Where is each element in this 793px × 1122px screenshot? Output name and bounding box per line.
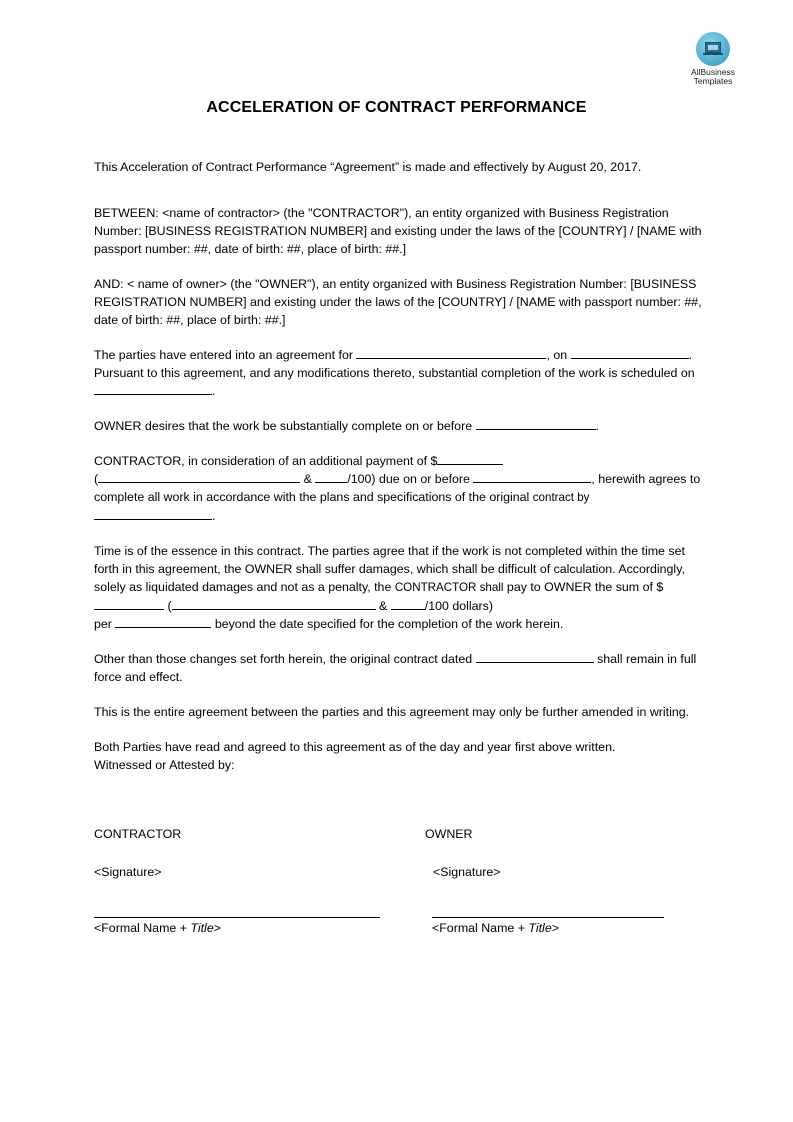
between-paragraph: BETWEEN: <name of contractor> (the "CONTRACTOR"), an entity organized with Business Registration Number: [BUSINESS REGISTRATION NUMBER] and existing under the laws of the [COUNTRY] / [NAME with passport number: ##, date of birth: ##, place of birth: ##.] bbox=[94, 206, 702, 256]
contractor-formal-name: <Formal Name + Title> bbox=[94, 921, 221, 935]
document-title: ACCELERATION OF CONTRACT PERFORMANCE bbox=[206, 99, 587, 116]
time-essence-paragraph: Time is of the essence in this contract. The parties agree that if the work is not completed within the time set forth in this agreement, the OWNER shall suffer damages, which shall be difficult of calculation. Accordingly, solely as liquidated damages and not as a penalty, the CONTRACTOR shall pay to OWNER the sum of $ ( & /100 dollars) per beyond the date specified for the completion of the work herein. bbox=[94, 544, 685, 631]
agreement-subject-blank[interactable] bbox=[356, 347, 546, 359]
owner-deadline-blank[interactable] bbox=[476, 418, 596, 430]
damages-cents-blank[interactable] bbox=[391, 598, 425, 610]
owner-signature-placeholder: <Signature> bbox=[433, 865, 501, 879]
contractor-paragraph: CONTRACTOR, in consideration of an additional payment of $ ( & /100) due on or before , herewith agrees to complete all work in accordance with the plans and specifications of the original contract by . bbox=[94, 454, 701, 523]
payment-cents-blank[interactable] bbox=[315, 471, 347, 483]
original-contract-blank[interactable] bbox=[94, 508, 212, 520]
other-changes-paragraph: Other than those changes set forth herein, the original contract dated shall remain in full force and effect. bbox=[94, 652, 697, 684]
damages-words-blank[interactable] bbox=[172, 598, 376, 610]
damages-amount-blank[interactable] bbox=[94, 598, 164, 610]
contractor-label: CONTRACTOR bbox=[94, 827, 182, 841]
company-logo bbox=[682, 32, 744, 86]
original-contract-date-blank[interactable] bbox=[476, 651, 594, 663]
contractor-signature-line[interactable] bbox=[94, 917, 380, 918]
completion-date-blank[interactable] bbox=[94, 383, 212, 395]
contractor-signature-placeholder: <Signature> bbox=[94, 865, 162, 879]
due-date-blank[interactable] bbox=[473, 471, 591, 483]
payment-amount-blank[interactable] bbox=[437, 453, 503, 465]
owner-signature-line[interactable] bbox=[432, 917, 664, 918]
parties-paragraph: The parties have entered into an agreement for , on . Pursuant to this agreement, and any modifications thereto, substantial completion of the work is scheduled on . bbox=[94, 348, 695, 398]
damages-period-blank[interactable] bbox=[115, 616, 211, 628]
owner-label: OWNER bbox=[425, 827, 473, 841]
document-body bbox=[94, 158, 706, 791]
intro-paragraph: This Acceleration of Contract Performance “Agreement” is made and effectively by August 20, 2017. bbox=[94, 160, 642, 174]
owner-desires-paragraph: OWNER desires that the work be substantially complete on or before . bbox=[94, 419, 599, 433]
payment-words-blank[interactable] bbox=[98, 471, 300, 483]
agreement-date-blank[interactable] bbox=[571, 347, 689, 359]
logo-text: AllBusiness Templates bbox=[691, 67, 735, 86]
agreement-paragraph: Both Parties have read and agreed to this agreement as of the day and year first above written. Witnessed or Attested by: bbox=[94, 740, 616, 772]
entire-agreement-paragraph: This is the entire agreement between the parties and this agreement may only be further amended in writing. bbox=[94, 705, 690, 719]
laptop-icon bbox=[696, 32, 730, 66]
owner-formal-name: <Formal Name + Title> bbox=[432, 921, 559, 935]
and-paragraph: AND: < name of owner> (the "OWNER"), an entity organized with Business Registration Number: [BUSINESS REGISTRATION NUMBER] and existing under the laws of the [COUNTRY] / [NAME with passport number: ##, date of birth: ##, place of birth: ##.] bbox=[94, 277, 702, 327]
